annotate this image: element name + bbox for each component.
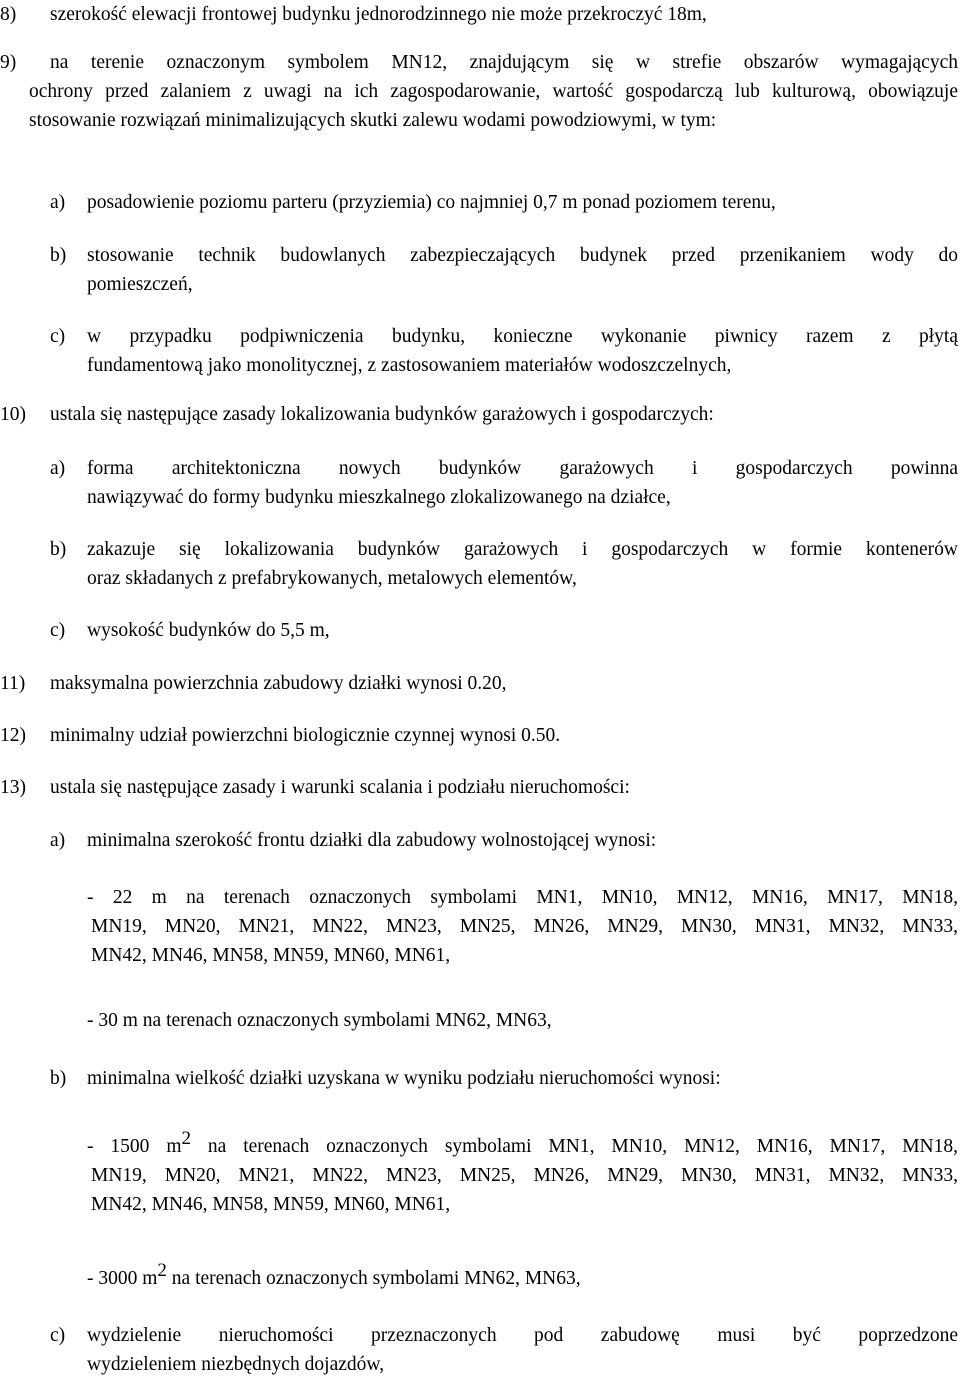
subitem-letter: a) — [50, 830, 66, 851]
subitem-text-continuation: wydzieleniem niezbędnych dojazdów, — [87, 1354, 385, 1375]
subitem-text-continuation: fundamentową jako monolitycznej, z zastosowaniem materiałów wodoszczelnych, — [87, 355, 732, 376]
item-number: 10) — [0, 404, 26, 425]
list-item-9 — [0, 48, 958, 135]
list-subitem-13b — [50, 1064, 958, 1093]
subitem-letter: c) — [50, 326, 66, 347]
item-text: ustala się następujące zasady i warunki scalania i podziału nieruchomości: — [50, 777, 630, 798]
list-subitem-9c — [50, 322, 958, 380]
subitem-letter: b) — [50, 539, 67, 560]
list-item-11 — [0, 669, 958, 698]
subitem-text-line: w przypadku podpiwniczenia budynku, konieczne wykonanie piwnicy razem z płytą — [87, 326, 958, 347]
dash-text-post: na terenach oznaczonych symbolami MN62, MN63, — [166, 1268, 581, 1289]
dash-text-line: - 22 m na terenach oznaczonych symbolami MN1, MN10, MN12, MN16, MN17, MN18, — [87, 887, 958, 908]
dash-text-line: MN19, MN20, MN21, MN22, MN23, MN25, MN26, MN29, MN30, MN31, MN32, MN33, — [91, 916, 958, 937]
dash-item-30m — [87, 1006, 958, 1035]
superscript-2: 2 — [157, 1260, 167, 1281]
item-number: 8) — [0, 4, 17, 25]
subitem-text-line: stosowanie technik budowlanych zabezpieczających budynek przed przenikaniem wody do — [87, 245, 958, 266]
list-item-8 — [0, 0, 958, 29]
subitem-text-line: zakazuje się lokalizowania budynków garażowych i gospodarczych w formie kontenerów — [87, 539, 958, 560]
subitem-text-continuation: nawiązywać do formy budynku mieszkalnego zlokalizowanego na działce, — [87, 487, 671, 508]
item-number: 11) — [0, 673, 26, 694]
subitem-letter: a) — [50, 458, 66, 479]
subitem-text: minimalna szerokość frontu działki dla zabudowy wolnostojącej wynosi: — [87, 830, 657, 851]
list-subitem-10c — [50, 616, 958, 645]
dash-item-1500m2 — [87, 1128, 958, 1219]
item-text: ustala się następujące zasady lokalizowania budynków garażowych i gospodarczych: — [50, 404, 714, 425]
dash-text-post: na terenach oznaczonych symbolami MN1, MN10, MN12, MN16, MN17, MN18, — [190, 1136, 958, 1157]
subitem-text-line: wydzielenie nieruchomości przeznaczonych pod zabudowę musi być poprzedzone — [87, 1325, 958, 1346]
dash-text-pre: - 1500 m — [87, 1136, 182, 1157]
dash-text-line — [87, 1128, 958, 1161]
dash-text-pre: - 3000 m — [87, 1268, 158, 1289]
subitem-text: wysokość budynków do 5,5 m, — [87, 620, 330, 641]
list-subitem-13a — [50, 826, 958, 855]
dash-text: - 30 m na terenach oznaczonych symbolami MN62, MN63, — [87, 1010, 552, 1031]
subitem-letter: a) — [50, 192, 66, 213]
list-item-13 — [0, 773, 958, 802]
item-text-line: na terenie oznaczonym symbolem MN12, znajdującym się w strefie obszarów wymagających — [50, 52, 958, 73]
subitem-text-continuation: oraz składanych z prefabrykowanych, metalowych elementów, — [87, 568, 577, 589]
list-item-12 — [0, 721, 958, 750]
dash-item-22m — [87, 883, 958, 970]
subitem-text-continuation: pomieszczeń, — [87, 274, 193, 295]
item-text: maksymalna powierzchnia zabudowy działki wynosi 0.20, — [50, 673, 507, 694]
item-number: 9) — [0, 52, 17, 73]
list-item-10 — [0, 400, 958, 429]
subitem-letter: b) — [50, 1068, 67, 1089]
dash-text-line: MN19, MN20, MN21, MN22, MN23, MN25, MN26, MN29, MN30, MN31, MN32, MN33, — [91, 1165, 958, 1186]
dash-text-line: MN42, MN46, MN58, MN59, MN60, MN61, — [91, 945, 451, 966]
item-text-continuation: ochrony przed zalaniem z uwagi na ich zagospodarowanie, wartość gospodarczą lub kulturową, obowiązuje stosowanie rozwiązań minimalizujących skutki zalewu wodami powodziowymi, w tym: — [29, 81, 958, 131]
list-subitem-13c — [50, 1321, 958, 1379]
item-number: 12) — [0, 725, 26, 746]
list-subitem-10a — [50, 454, 958, 512]
subitem-letter: c) — [50, 1325, 66, 1346]
list-subitem-10b — [50, 535, 958, 593]
item-text: minimalny udział powierzchni biologicznie czynnej wynosi 0.50. — [50, 725, 561, 746]
item-text: szerokość elewacji frontowej budynku jednorodzinnego nie może przekroczyć 18m, — [50, 4, 707, 25]
dash-text-line — [87, 1260, 958, 1293]
list-subitem-9b — [50, 241, 958, 299]
superscript-2: 2 — [181, 1128, 191, 1149]
subitem-letter: c) — [50, 620, 66, 641]
subitem-text-line: forma architektoniczna nowych budynków garażowych i gospodarczych powinna — [87, 458, 958, 479]
dash-item-3000m2 — [87, 1260, 958, 1293]
subitem-text: minimalna wielkość działki uzyskana w wyniku podziału nieruchomości wynosi: — [87, 1068, 721, 1089]
dash-text-line: MN42, MN46, MN58, MN59, MN60, MN61, — [91, 1194, 451, 1215]
subitem-text: posadowienie poziomu parteru (przyziemia) co najmniej 0,7 m ponad poziomem terenu, — [87, 192, 776, 213]
list-subitem-9a — [50, 188, 958, 217]
subitem-letter: b) — [50, 245, 67, 266]
item-number: 13) — [0, 777, 26, 798]
